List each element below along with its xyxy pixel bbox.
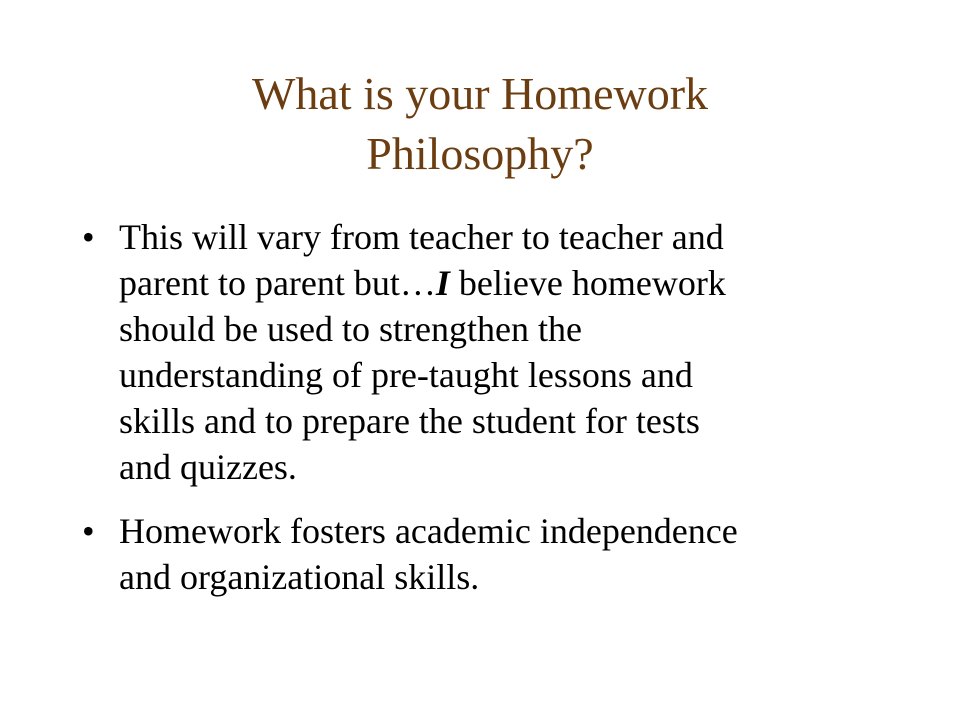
bullet-line <box>119 260 882 306</box>
bullet-text <box>119 214 882 490</box>
bullet-line: should be used to strengthen the <box>119 309 582 349</box>
bullet-line: and organizational skills. <box>119 557 480 597</box>
bullet-dot: • <box>82 217 95 257</box>
bullet-line-start: parent to parent but… <box>119 263 436 303</box>
bullet-text <box>119 508 882 600</box>
bullet-item <box>82 508 882 600</box>
slide-title <box>80 64 880 184</box>
title-line: What is your Homework <box>251 68 709 119</box>
title-line: Philosophy? <box>366 128 594 179</box>
bullet-line-end: believe homework <box>449 263 726 303</box>
bullet-line: and quizzes. <box>119 447 297 487</box>
bullet-line: Homework fosters academic independence <box>119 511 738 551</box>
bullet-list <box>82 214 882 600</box>
emphasis-text: I <box>435 263 450 303</box>
bullet-line: understanding of pre-taught lessons and <box>119 355 693 395</box>
bullet-line: This will vary from teacher to teacher and <box>119 217 724 257</box>
bullet-dot: • <box>82 511 95 551</box>
bullet-line: skills and to prepare the student for tests <box>119 401 700 441</box>
bullet-item <box>82 214 882 490</box>
